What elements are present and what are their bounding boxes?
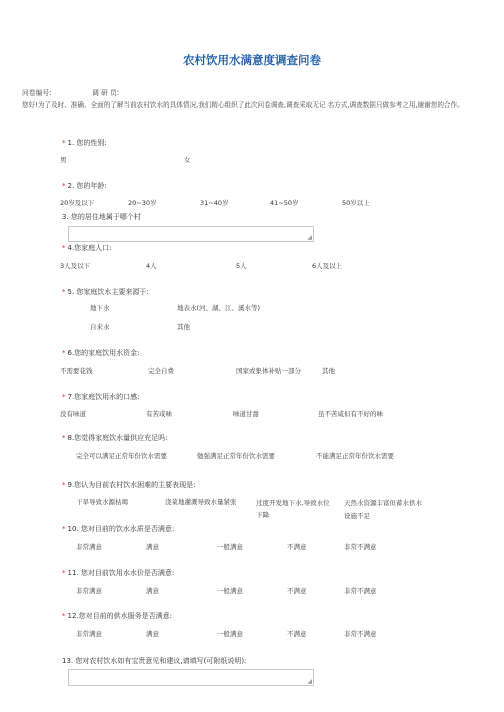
intro-text: 您好!为了及时、准确、全面的了解当前农村饮水的具体情况,我们精心组织了此次问卷调查,调查采取无记 名方式,调查数据只做参考之用,谢谢您的合作。 xyxy=(22,101,464,109)
q10-option-5[interactable]: 非常不满意 xyxy=(344,543,377,551)
q2-option-1[interactable]: 20岁及以下 xyxy=(60,199,95,207)
q4-option-4[interactable]: 6人及以上 xyxy=(312,262,343,270)
q11-option-2[interactable]: 满意 xyxy=(146,587,159,595)
q12-option-2[interactable]: 满意 xyxy=(146,630,159,638)
q4-option-3[interactable]: 5人 xyxy=(236,262,247,270)
question-2-label: * 2. 您的年龄: xyxy=(62,182,107,190)
q3-village-input[interactable] xyxy=(68,226,314,242)
q4-option-2[interactable]: 4人 xyxy=(146,262,157,270)
question-11-label: * 11. 您对目前饮用水水价是否满意: xyxy=(62,569,175,577)
q11-option-4[interactable]: 不满意 xyxy=(287,587,307,595)
question-6-label: * 6.您的家庭饮用水资金: xyxy=(62,349,140,357)
question-8-label: * 8.您觉得家庭饮水量供应充足吗: xyxy=(62,434,168,442)
q12-option-1[interactable]: 非常满意 xyxy=(76,630,102,638)
resize-grip-icon[interactable]: ◢ xyxy=(307,234,312,241)
question-9-label: * 9.您认为目前农村饮水困难的主要表现是: xyxy=(62,481,196,489)
q8-option-1[interactable]: 完全可以满足正常年份饮水需要 xyxy=(76,452,167,460)
q8-option-2[interactable]: 勉强满足正常年份饮水需要 xyxy=(197,452,275,460)
q2-option-5[interactable]: 50岁以上 xyxy=(342,199,370,207)
question-5-label: * 5. 您家庭饮水主要来源于: xyxy=(62,288,149,296)
question-12-label: * 12.您对目前的供水服务是否满意: xyxy=(62,612,172,620)
q10-option-2[interactable]: 满意 xyxy=(146,543,159,551)
q11-option-5[interactable]: 非常不满意 xyxy=(344,587,377,595)
q7-option-2[interactable]: 有苦咸味 xyxy=(146,410,172,418)
q7-option-1[interactable]: 没有味道 xyxy=(60,410,86,418)
survey-number-label: 问卷编号: xyxy=(22,89,52,97)
q5-option-other[interactable]: 其他 xyxy=(177,323,190,331)
resize-grip-icon[interactable]: ◢ xyxy=(307,678,312,685)
q8-option-3[interactable]: 不能满足正常年份饮水需要 xyxy=(316,452,394,460)
question-1-label: * 1. 您的性别: xyxy=(62,139,107,147)
question-13-label: 13. 您对农村饮水如有宝贵意见和建议,请填写(可附纸说明): xyxy=(62,657,247,665)
q2-option-2[interactable]: 20~30岁 xyxy=(128,199,157,207)
q10-option-3[interactable]: 一般满意 xyxy=(217,543,243,551)
q2-option-4[interactable]: 41~50岁 xyxy=(270,199,299,207)
page-title: 农村饮用水满意度调查问卷 xyxy=(183,53,321,67)
q11-option-3[interactable]: 一般满意 xyxy=(217,587,243,595)
q7-option-3[interactable]: 味道甘甜 xyxy=(233,410,259,418)
q4-option-1[interactable]: 3人及以下 xyxy=(60,262,91,270)
question-4-label: * 4.您家庭人口: xyxy=(62,244,112,252)
q5-option-groundwater[interactable]: 地下水 xyxy=(90,304,110,312)
question-10-label: * 10. 您对目前的饮水水质是否满意: xyxy=(62,525,175,533)
q13-suggestion-input[interactable] xyxy=(68,669,314,686)
q12-option-4[interactable]: 不满意 xyxy=(287,630,307,638)
q1-option-female[interactable]: 女 xyxy=(184,156,191,164)
q10-option-4[interactable]: 不满意 xyxy=(287,543,307,551)
q9-option-4[interactable]: 天然水资源丰富但蓄水供水设施不足 xyxy=(344,499,422,520)
q1-option-male[interactable]: 男 xyxy=(60,156,67,164)
q2-option-3[interactable]: 31~40岁 xyxy=(200,199,229,207)
q9-option-3[interactable]: 过度开发地下水,导致水位下降 xyxy=(256,499,330,519)
q6-option-1[interactable]: 不需要花钱 xyxy=(60,367,93,375)
q5-option-tap-water[interactable]: 自来水 xyxy=(90,323,110,331)
q6-option-2[interactable]: 完全自费 xyxy=(148,367,174,375)
q7-option-4[interactable]: 虽不苦咸但有不好的味 xyxy=(318,410,383,418)
q5-option-surface-water[interactable]: 地表水(河、湖、江、溪水等) xyxy=(177,304,261,312)
q11-option-1[interactable]: 非常满意 xyxy=(76,587,102,595)
q9-option-1[interactable]: 干旱导致水源枯竭 xyxy=(76,498,128,506)
q9-option-2[interactable]: 浇菜地灌溉导致水量紧张 xyxy=(165,498,237,506)
q12-option-5[interactable]: 非常不满意 xyxy=(344,630,377,638)
question-3-label: 3. 您的居住地属于哪个村 xyxy=(62,213,141,221)
q10-option-1[interactable]: 非常满意 xyxy=(76,543,102,551)
q12-option-3[interactable]: 一般满意 xyxy=(217,630,243,638)
q6-option-3[interactable]: 国家或集体补贴一部分 xyxy=(236,367,301,375)
surveyor-label: 调 研 员: xyxy=(92,89,120,97)
question-7-label: * 7.您家庭饮用水的口感: xyxy=(62,393,140,401)
q6-option-4[interactable]: 其他 xyxy=(322,367,335,375)
